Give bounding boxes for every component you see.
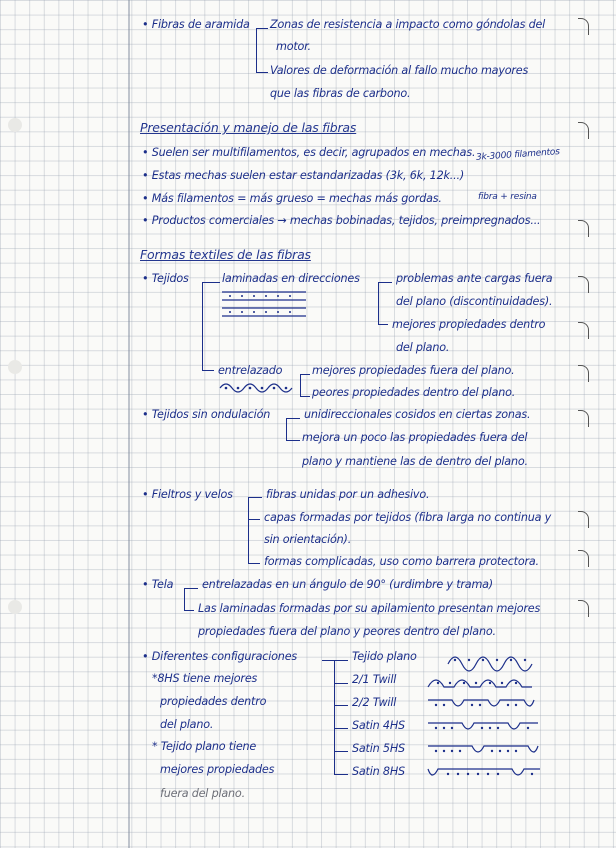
config-note-line: fuera del plano. bbox=[160, 787, 245, 800]
bracket-arrow bbox=[256, 28, 268, 29]
binder-hole bbox=[8, 118, 22, 132]
margin-mark bbox=[578, 600, 589, 617]
bracket-line bbox=[334, 660, 335, 774]
weave-pattern-twill-21 bbox=[428, 673, 534, 691]
sin-ondulacion-point-2-cont: plano y mantiene las de dentro del plano. bbox=[302, 455, 528, 468]
bracket-arrow bbox=[378, 324, 388, 325]
tela-point-2-cont: propiedades fuera del plano y peores dentro del plano. bbox=[198, 625, 496, 638]
binder-hole bbox=[8, 360, 22, 374]
bracket-arrow bbox=[334, 751, 348, 752]
config-item-satin-5hs: Satin 5HS bbox=[352, 742, 405, 755]
bracket-arrow bbox=[334, 660, 348, 661]
tela-heading: • Tela bbox=[142, 578, 174, 591]
fieltros-point-2: capas formadas por tejidos (fibra larga no continua y bbox=[264, 511, 552, 524]
margin-mark bbox=[578, 410, 589, 427]
config-item-twill-21: 2/1 Twill bbox=[352, 673, 397, 686]
presentacion-bullet: • Suelen ser multifilamentos, es decir, agrupados en mechas. bbox=[142, 146, 476, 159]
sin-ondulacion-heading: • Tejidos sin ondulación bbox=[142, 408, 271, 421]
weave-pattern-plain bbox=[448, 650, 532, 668]
sin-ondulacion-point-2: mejora un poco las propiedades fuera del bbox=[302, 431, 528, 444]
weave-pattern-satin-5hs bbox=[428, 742, 538, 760]
bracket-arrow bbox=[286, 418, 300, 419]
config-item-twill-22: 2/2 Twill bbox=[352, 696, 397, 709]
bracket-line bbox=[248, 497, 249, 563]
laminadas-point-2-cont: del plano. bbox=[396, 341, 450, 354]
config-item-plain: Tejido plano bbox=[352, 650, 417, 663]
tela-point-1: entrelazadas en un ángulo de 90° (urdimbre y trama) bbox=[202, 578, 493, 591]
laminate-sketch bbox=[222, 290, 308, 320]
bracket-line bbox=[300, 374, 301, 396]
sin-ondulacion-point-1: unidireccionales cosidos en ciertas zonas. bbox=[304, 408, 531, 421]
bracket-line bbox=[184, 588, 185, 610]
weave-pattern-twill-22 bbox=[428, 696, 534, 714]
margin-mark bbox=[578, 220, 589, 237]
bracket-arrow bbox=[248, 563, 260, 564]
bracket-line bbox=[378, 282, 379, 324]
section-title-presentacion: Presentación y manejo de las fibras bbox=[140, 120, 357, 135]
bracket-arrow bbox=[248, 519, 260, 520]
config-item-satin-4hs: Satin 4HS bbox=[352, 719, 405, 732]
bracket-arrow bbox=[184, 610, 194, 611]
aramida-point-1: Zonas de resistencia a impacto como góndolas del bbox=[270, 18, 546, 31]
laminadas-point-1: problemas ante cargas fuera bbox=[396, 272, 553, 285]
bracket-arrow bbox=[286, 440, 300, 441]
margin-mark bbox=[578, 322, 589, 339]
side-note: 3k-3000 filamentos bbox=[475, 147, 561, 163]
tela-point-2: Las laminadas formadas por su apilamiento presentan mejores bbox=[198, 602, 541, 615]
presentacion-bullet: • Estas mechas suelen estar estandarizadas (3k, 6k, 12k...) bbox=[142, 169, 465, 182]
fieltros-point-1: fibras unidas por un adhesivo. bbox=[266, 488, 430, 501]
bracket-arrow bbox=[334, 705, 348, 706]
margin-mark bbox=[578, 122, 589, 139]
bracket-arrow bbox=[378, 282, 392, 283]
weave-pattern-satin-4hs bbox=[428, 719, 538, 737]
bracket-arrow bbox=[184, 588, 198, 589]
bracket-arrow bbox=[202, 370, 214, 371]
config-note-line: propiedades dentro bbox=[160, 695, 267, 708]
aramida-point-1-cont: motor. bbox=[276, 40, 311, 53]
margin-mark bbox=[578, 18, 589, 35]
fieltros-point-3: formas complicadas, uso como barrera protectora. bbox=[264, 555, 539, 568]
bracket-arrow bbox=[334, 774, 348, 775]
margin-mark bbox=[578, 276, 589, 293]
config-item-satin-8hs: Satin 8HS bbox=[352, 765, 405, 778]
bracket-arrow bbox=[300, 374, 310, 375]
bracket-arrow bbox=[300, 396, 310, 397]
aramida-heading: • Fibras de aramida bbox=[142, 18, 250, 31]
aramida-point-2-cont: que las fibras de carbono. bbox=[270, 87, 411, 100]
fieltros-heading: • Fieltros y velos bbox=[142, 488, 233, 501]
entrelazado-point-2: peores propiedades dentro del plano. bbox=[312, 386, 516, 399]
weave-sketch bbox=[220, 380, 296, 396]
aramida-point-2: Valores de deformación al fallo mucho mayores bbox=[270, 64, 529, 77]
margin-mark bbox=[578, 365, 589, 382]
entrelazado-label: entrelazado bbox=[218, 364, 283, 377]
config-note-line: mejores propiedades bbox=[160, 763, 275, 776]
laminadas-point-1-cont: del plano (discontinuidades). bbox=[396, 295, 553, 308]
laminadas-label: laminadas en direcciones bbox=[222, 272, 360, 285]
binder-hole bbox=[8, 600, 22, 614]
configuraciones-heading: • Diferentes configuraciones bbox=[142, 650, 298, 663]
bracket-arrow bbox=[334, 683, 348, 684]
bracket-arrow bbox=[334, 728, 348, 729]
bracket-arrow bbox=[322, 660, 334, 661]
bracket-arrow bbox=[256, 72, 268, 73]
margin-mark bbox=[578, 511, 589, 528]
config-note-line: *8HS tiene mejores bbox=[152, 672, 258, 685]
bracket-arrow bbox=[248, 497, 262, 498]
bracket-line bbox=[256, 28, 257, 72]
presentacion-bullet: • Productos comerciales → mechas bobinadas, tejidos, preimpregnados... bbox=[142, 214, 541, 227]
margin-line bbox=[128, 0, 130, 848]
bracket-line bbox=[202, 282, 203, 370]
weave-pattern-satin-8hs bbox=[428, 765, 540, 783]
laminadas-point-2: mejores propiedades dentro bbox=[392, 318, 546, 331]
side-note: fibra + resina bbox=[478, 192, 537, 202]
config-note-line: * Tejido plano tiene bbox=[152, 740, 257, 753]
margin-mark bbox=[578, 550, 589, 567]
fieltros-point-2-cont: sin orientación). bbox=[264, 533, 352, 546]
tejidos-heading: • Tejidos bbox=[142, 272, 189, 285]
presentacion-bullet: • Más filamentos = más grueso = mechas más gordas. bbox=[142, 192, 442, 205]
bracket-line bbox=[286, 418, 287, 440]
bracket-arrow bbox=[202, 282, 220, 283]
entrelazado-point-1: mejores propiedades fuera del plano. bbox=[312, 364, 515, 377]
config-note-line: del plano. bbox=[160, 718, 214, 731]
section-title-formas: Formas textiles de las fibras bbox=[140, 247, 311, 262]
